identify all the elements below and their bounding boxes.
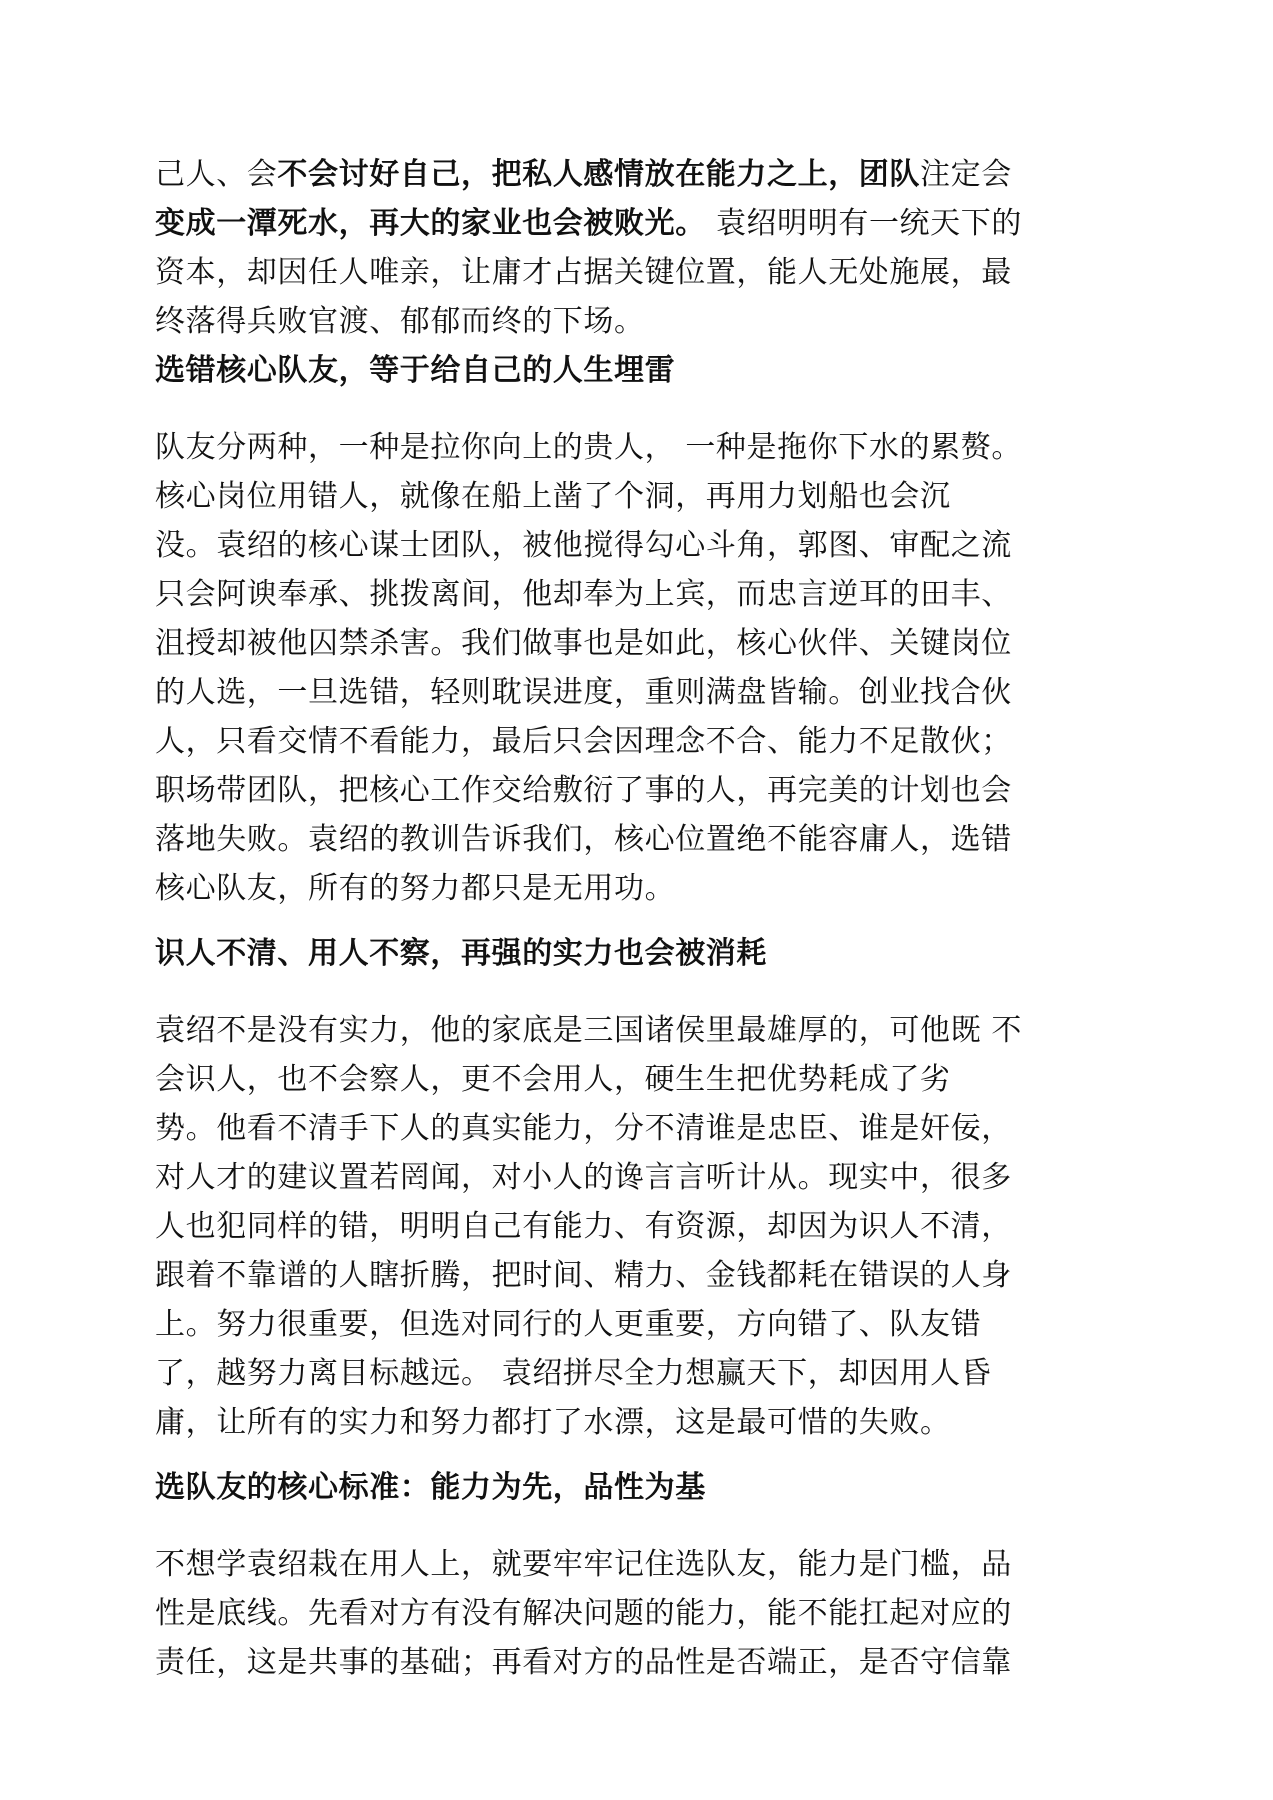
paragraph-line: 人，只看交情不看能力，最后只会因理念不合、能力不足散伙；	[155, 724, 1012, 759]
section-paragraph	[155, 423, 1117, 913]
paragraph-line: 上。努力很重要，但选对同行的人更重要，方向错了、队友错	[155, 1307, 982, 1342]
paragraph-line: 袁绍不是没有实力，他的家底是三国诸侯里最雄厚的，可他既 不	[155, 1013, 1022, 1048]
paragraph-line: 变成一潭死水，再大的家业也会被败光。 袁绍明明有一统天下的	[155, 206, 1022, 241]
paragraph-line: 不想学袁绍栽在用人上，就要牢牢记住选队友，能力是门槛，品	[155, 1547, 1012, 1582]
intro-paragraph	[155, 150, 1117, 346]
paragraph-line: 人也犯同样的错，明明自己有能力、有资源，却因为识人不清，	[155, 1209, 1012, 1244]
paragraph-line: 落地失败。袁绍的教训告诉我们，核心位置绝不能容庸人，选错	[155, 822, 1012, 857]
paragraph-line: 没。袁绍的核心谋士团队，被他搅得勾心斗角，郭图、审配之流	[155, 528, 1012, 563]
paragraph-line: 终落得兵败官渡、郁郁而终的下场。	[155, 304, 645, 339]
paragraph-line: 势。他看不清手下人的真实能力，分不清谁是忠臣、谁是奸佞，	[155, 1111, 1012, 1146]
section-paragraph	[155, 1540, 1117, 1687]
section-heading: 选队友的核心标准：能力为先，品性为基	[155, 1470, 706, 1505]
section-heading: 选错核心队友，等于给自己的人生埋雷	[155, 353, 676, 388]
paragraph-line: 性是底线。先看对方有没有解决问题的能力，能不能扛起对应的	[155, 1596, 1012, 1631]
paragraph-line: 了，越努力离目标越远。 袁绍拼尽全力想赢天下，却因用人昏	[155, 1356, 992, 1391]
paragraph-line: 己人、会不会讨好自己，把私人感情放在能力之上，团队注定会	[155, 157, 1012, 192]
paragraph-line: 会识人，也不会察人，更不会用人，硬生生把优势耗成了劣	[155, 1062, 951, 1097]
paragraph-line: 庸，让所有的实力和努力都打了水漂，这是最可惜的失败。	[155, 1405, 951, 1440]
document-body	[155, 150, 1117, 1687]
paragraph-line: 沮授却被他囚禁杀害。我们做事也是如此，核心伙伴、关键岗位	[155, 626, 1012, 661]
paragraph-line: 跟着不靠谱的人瞎折腾，把时间、精力、金钱都耗在错误的人身	[155, 1258, 1012, 1293]
paragraph-line: 核心岗位用错人，就像在船上凿了个洞，再用力划船也会沉	[155, 479, 951, 514]
section-paragraph	[155, 1006, 1117, 1447]
paragraph-line: 责任，这是共事的基础；再看对方的品性是否端正，是否守信靠	[155, 1645, 1012, 1680]
paragraph-line: 队友分两种，一种是拉你向上的贵人， 一种是拖你下水的累赘。	[155, 430, 1022, 465]
paragraph-line: 资本，却因任人唯亲，让庸才占据关键位置，能人无处施展，最	[155, 255, 1012, 290]
section-heading: 识人不清、用人不察，再强的实力也会被消耗	[155, 936, 767, 971]
paragraph-line: 的人选，一旦选错，轻则耽误进度，重则满盘皆输。创业找合伙	[155, 675, 1012, 710]
paragraph-line: 职场带团队，把核心工作交给敷衍了事的人，再完美的计划也会	[155, 773, 1012, 808]
paragraph-line: 只会阿谀奉承、挑拨离间，他却奉为上宾，而忠言逆耳的田丰、	[155, 577, 1012, 612]
paragraph-line: 核心队友，所有的努力都只是无用功。	[155, 871, 676, 906]
paragraph-line: 对人才的建议置若罔闻，对小人的谗言言听计从。现实中，很多	[155, 1160, 1012, 1195]
